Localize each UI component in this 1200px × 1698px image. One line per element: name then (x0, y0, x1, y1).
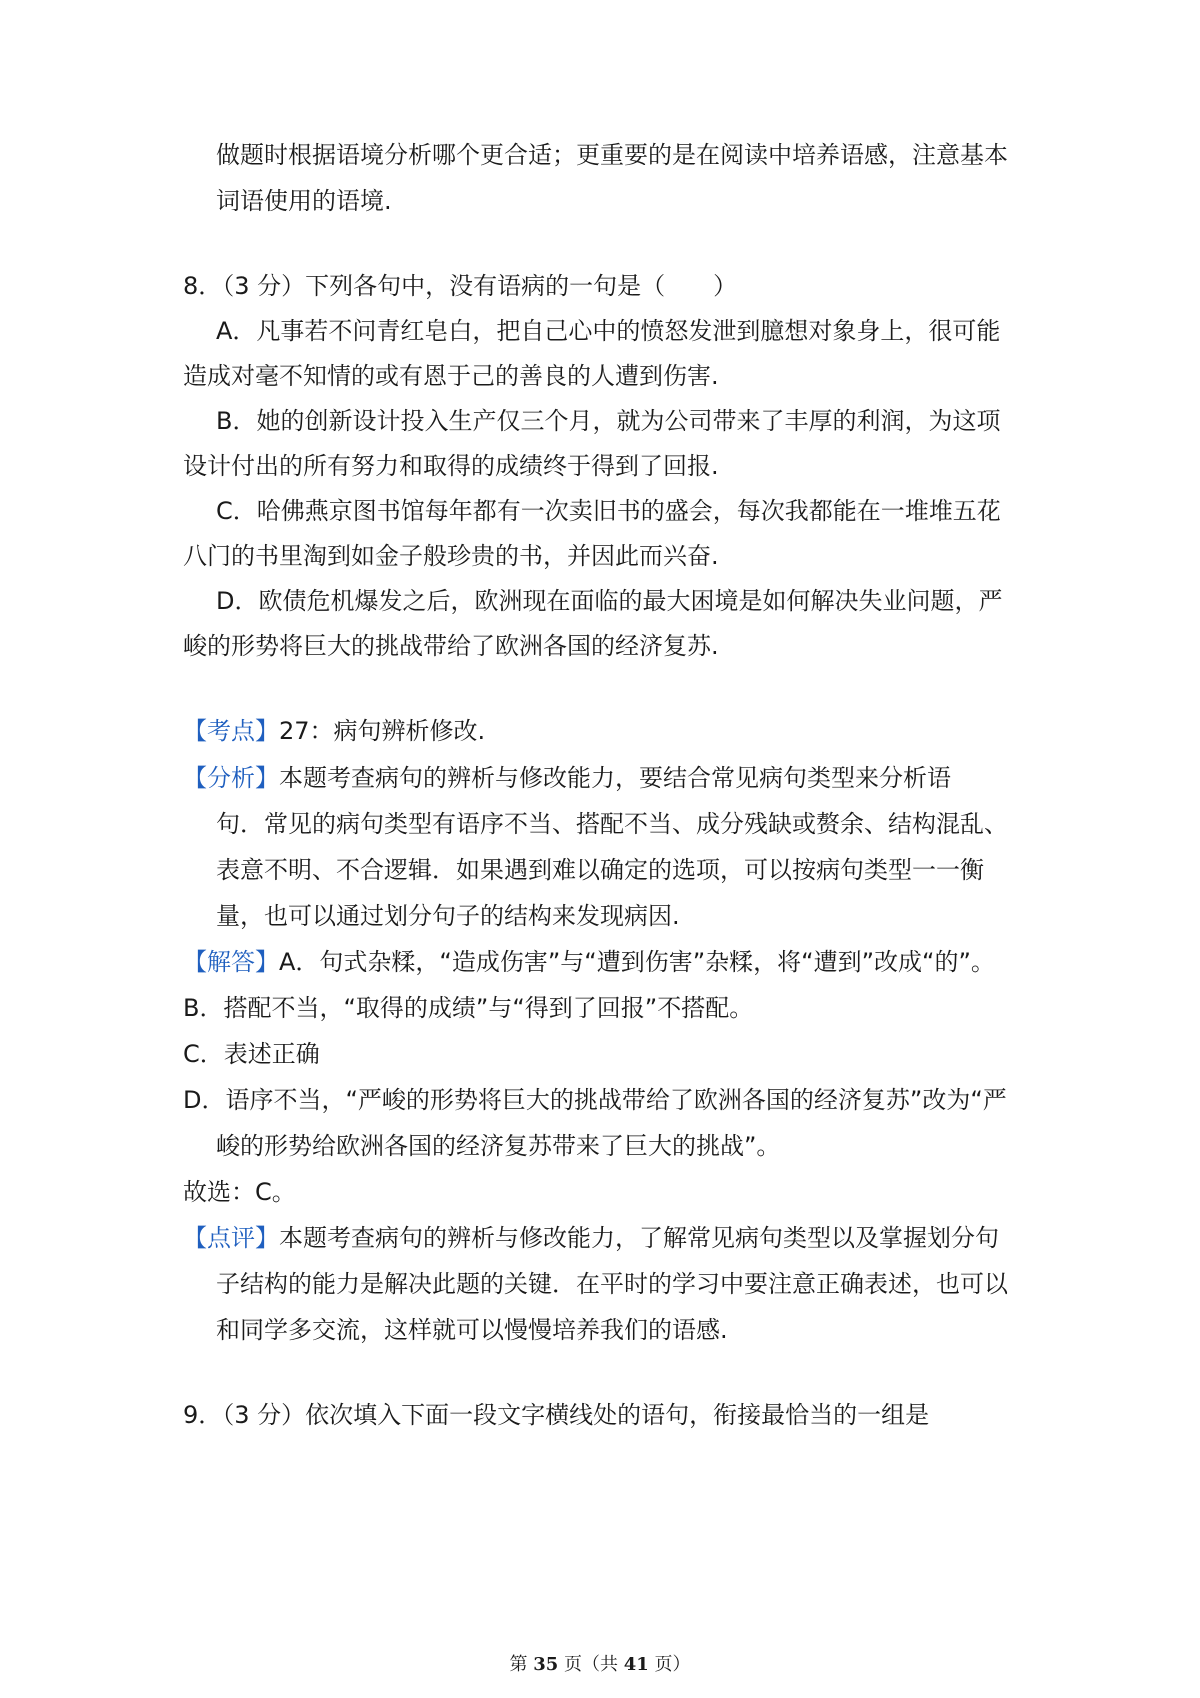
question-8-stem: 8．（3 分）下列各句中，没有语病的一句是（ ） (183, 272, 738, 300)
option-b-line-2: 设计付出的所有努力和取得的成绩终于得到了回报. (183, 452, 719, 480)
jieda-c: C．表述正确 (183, 1040, 320, 1068)
kaodian-text: 27：病句辨析修改. (279, 717, 486, 745)
fenxi-tag: 【分析】 (183, 764, 279, 792)
jieda-tag: 【解答】 (183, 948, 279, 976)
dianping-row (183, 1223, 999, 1253)
option-c-line-2: 八门的书里淘到如金子般珍贵的书，并因此而兴奋. (183, 542, 719, 570)
option-a-line-1: A．凡事若不问青红皂白，把自己心中的愤怒发泄到臆想对象身上，很可能 (216, 317, 1001, 345)
question-9-stem: 9．（3 分）依次填入下面一段文字横线处的语句，衔接最恰当的一组是 (183, 1401, 930, 1429)
kaodian-tag: 【考点】 (183, 717, 279, 745)
jieda-d-line-1: D．语序不当，“严峻的形势将巨大的挑战带给了欧洲各国的经济复苏”改为“严 (183, 1086, 1007, 1114)
dianping-tag: 【点评】 (183, 1224, 279, 1252)
footer-prefix: 第 (509, 1654, 534, 1675)
fenxi-line-1: 本题考查病句的辨析与修改能力，要结合常见病句类型来分析语 (279, 764, 951, 792)
jieda-a: A．句式杂糅，“造成伤害”与“遭到伤害”杂糅，将“遭到”改成“的”。 (279, 948, 995, 976)
option-a-line-2: 造成对毫不知情的或有恩于己的善良的人遭到伤害. (183, 362, 719, 390)
previous-line-1: 做题时根据语境分析哪个更合适；更重要的是在阅读中培养语感，注意基本 (216, 141, 1008, 169)
previous-line-2: 词语使用的语境. (216, 187, 392, 215)
kaodian-row (183, 716, 485, 746)
page-footer (0, 1653, 1200, 1677)
jieda-row (183, 947, 995, 977)
footer-page-number: 35 (533, 1654, 559, 1675)
answer-line: 故选：C。 (183, 1178, 296, 1206)
option-d-line-2: 峻的形势将巨大的挑战带给了欧洲各国的经济复苏. (183, 632, 719, 660)
option-c-line-1: C．哈佛燕京图书馆每年都有一次卖旧书的盛会，每次我都能在一堆堆五花 (216, 497, 1001, 525)
fenxi-row (183, 763, 951, 793)
fenxi-line-2: 句．常见的病句类型有语序不当、搭配不当、成分残缺或赘余、结构混乱、 (216, 810, 1008, 838)
dianping-line-1: 本题考查病句的辨析与修改能力，了解常见病句类型以及掌握划分句 (279, 1224, 999, 1252)
fenxi-line-3: 表意不明、不合逻辑．如果遇到难以确定的选项，可以按病句类型一一衡 (216, 856, 984, 884)
jieda-b: B．搭配不当，“取得的成绩”与“得到了回报”不搭配。 (183, 994, 754, 1022)
fenxi-line-4: 量，也可以通过划分句子的结构来发现病因. (216, 902, 680, 930)
footer-suffix: 页） (648, 1654, 691, 1675)
footer-middle: 页（共 (558, 1654, 624, 1675)
dianping-line-3: 和同学多交流，这样就可以慢慢培养我们的语感. (216, 1316, 728, 1344)
dianping-line-2: 子结构的能力是解决此题的关键．在平时的学习中要注意正确表述，也可以 (216, 1270, 1008, 1298)
jieda-d-line-2: 峻的形势给欧洲各国的经济复苏带来了巨大的挑战”。 (216, 1132, 781, 1160)
option-d-line-1: D．欧债危机爆发之后，欧洲现在面临的最大困境是如何解决失业问题，严 (216, 587, 1003, 615)
option-b-line-1: B．她的创新设计投入生产仅三个月，就为公司带来了丰厚的利润，为这项 (216, 407, 1001, 435)
footer-total-pages: 41 (623, 1654, 649, 1675)
